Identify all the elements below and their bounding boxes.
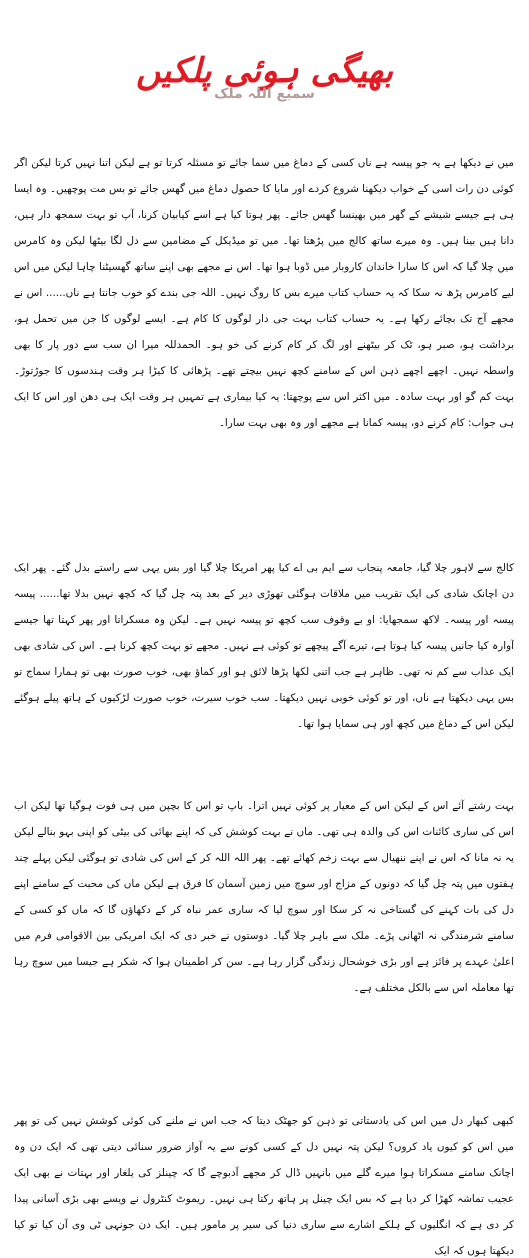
paragraph-4: کبھی کبھار دل میں اس کی یادستاتی تو ذہن کو جھٹک دیتا کہ جب اس نے ملنے کی کوئی کوشش نہیں کی تو پھر میں اس کو کیوں یاد کروں؟ لیکن پتہ نہیں دل کے کسی کونے سے یہ آواز ضرور سنائی دیتی تھی کہ ایک دن وہ اچانک سامنے مسکراتا ہوا میرے گلے میں بانہیں ڈال کر مجھے آدبوچے گا کہ چینلز کی یلغار اور بہتات نے بھی ایک عجیب تماشہ کھڑا کر دیا ہے کہ بس ایک چینل پر ہاتھ رکتا ہی نہیں۔ ریموٹ کنٹرول نے ویسے بھی بڑی آسانی پیدا کر دی ہے کہ انگلیوں کے ہلکے اشارے سے ساری دنیا کی سیر پر مامور ہیں۔ ایک دن جونہی ٹی وی آن کیا تو کیا دیکھتا ہوں کہ ایک <box>14 1115 514 1257</box>
paragraph-2: کالج سے لاہور چلا گیا، جامعہ پنجاب سے ایم بی اے کیا پھر امریکا چلا گیا اور بس یہی سے راستے بدل گئے۔ پھر ایک دن اچانک شادی کی ایک تقریب میں ملاقات ہوگئی تھوڑی دیر کے بعد پتہ چل گیا کہ کچھ نہیں بدلا تھا...... پیسہ پیسہ اور پیسہ۔ لاکھ سمجھایا: او بے وقوف سب کچھ تو پیسہ نہیں ہے۔ لیکن وہ مسکراتا اور پھر کہتا تھا جیسے آوارہ کیا جانیں پیسہ کیا ہوتا ہے، تیرے آگے پیچھے تو کوئی ہے نہیں۔ مجھے تو بہت کچھ کرنا ہے۔ اس کی شادی بھی ایک عذاب سے کم نہ تھی۔ ظاہر ہے جب اتنی لکھا پڑھا لائق ہو اور کماؤ بھی، خوب صورت بھی تو ہمارا سماج تو بس یہی دیکھتا ہے ناں، اور تو کوئی خوبی نہیں دیکھتا۔ سب خوب سیرت، خوب صورت لڑکیوں کے ہاتھ پیلے ہوگئے لیکن اس کے دماغ میں کچھ اور ہی سمایا ہوا تھا۔ <box>14 562 514 730</box>
author-name: سمیع اللہ ملک <box>214 86 315 102</box>
paragraph-1: میں نے دیکھا ہے یہ جو پیسہ ہے ناں کسی کے دماغ میں سما جائے تو مسئلہ کرتا تو ہے لیکن اتنا نہیں کرتا لیکن اگر کوئی دن رات اسی کے خواب دیکھنا شروع کردے اور مایا کا حصول دماغ میں گھس جائے تو بس مت پوچھیں۔ وہ ایسا ہی ہے جیسے شیشے کے گھر میں بھینسا گھس جائے۔ پھر ہوتا کیا ہے اسے کیابیان کرنا، آپ تو بہت سمجھ دار ہیں، دانا ہیں بینا ہیں۔ وہ میرے ساتھ کالج میں پڑھتا تھا۔ میں تو میڈیکل کے مضامین سے دل لگا بیٹھا لیکن وہ کامرس میں چلا گیا کہ اس کا سارا خاندان کاروبار میں ڈوبا ہوا تھا۔ اس نے مجھے بھی اپنے ساتھ گھسیٹنا چاہا لیکن میں اس لیے کامرس پڑھ نہ سکا کہ یہ حساب کتاب میرے بس کا روگ نہیں۔ اللہ جی بندے کو خوب جانتا ہے ناں...... اس نے مجھے آج تک بچائے رکھا ہے۔ یہ حساب کتاب بہت جی دار لوگوں کا کام ہے۔ ایسے لوگوں کا جن میں تحمل ہو، برداشت ہو، صبر ہو، ٹک کر بیٹھنے اور لگ کر کام کرنے کی خو ہو۔ الحمدللہ میرا ان سب سے دور پار کا بھی واسطہ نہیں۔ اچھے اچھے ذہن اس کے سامنے کچھ نہیں بیچتے تھے۔ پڑھائی کا کیڑا ہر وقت ہندسوں کا جوڑتوڑ۔ بہت کم گو اور بہت سادہ۔ میں اکثر اس سے پوچھتا: یہ کیا بیماری ہے تمہیں ہر وقت ایک ہی دھن اور اس کا ایک ہی جواب: کام کرنے دو، پیسہ کمانا ہے مجھے اور وہ بھی بہت سارا۔ <box>14 157 514 429</box>
article-title: بھیگی ہوئی پلکیں <box>135 50 394 91</box>
paragraph-3: بہت رشتے آئے اس کے لیکن اس کے معیار پر کوئی نہیں اترا۔ باپ تو اس کا بچپن میں ہی فوت ہوگیا تھا لیکن اب اس کی ساری کائنات اس کی والدہ ہی تھی۔ ماں نے بہت کوشش کی کہ اپنے بھائی کی بیٹی کو اپنی بہو بنالے لیکن یہ نہ مانا کہ اس نے اپنے ننھیال سے بہت زخم کھائے تھے۔ پھر اللہ اللہ کر کے اس کی شادی تو ہوگئی لیکن پہلے چند ہفتوں میں پتہ چل گیا کہ دونوں کے مزاج اور سوچ میں زمین آسمان کا فرق ہے لیکن ماں کی محبت کے سامنے اپنے دل کی بات کہنے کی گستاخی نہ کر سکا اور سوچ لیا کہ ساری عمر نباہ کر کے دکھاؤں گا کہ ماں کو کسی کے سامنے شرمندگی نہ اٹھانی پڑے۔ ملک سے باہر چلا گیا۔ دوستوں نے خبر دی کہ ایک امریکی بین الاقوامی فرم میں اعلیٰ عہدے پر فائز ہے اور بڑی خوشحال زندگی گزار رہا ہے۔ سن کر اطمینان ہوا کہ شکر ہے جیسا میں سوچ رہا تھا معاملہ اس سے بالکل مختلف ہے۔ <box>14 800 514 994</box>
